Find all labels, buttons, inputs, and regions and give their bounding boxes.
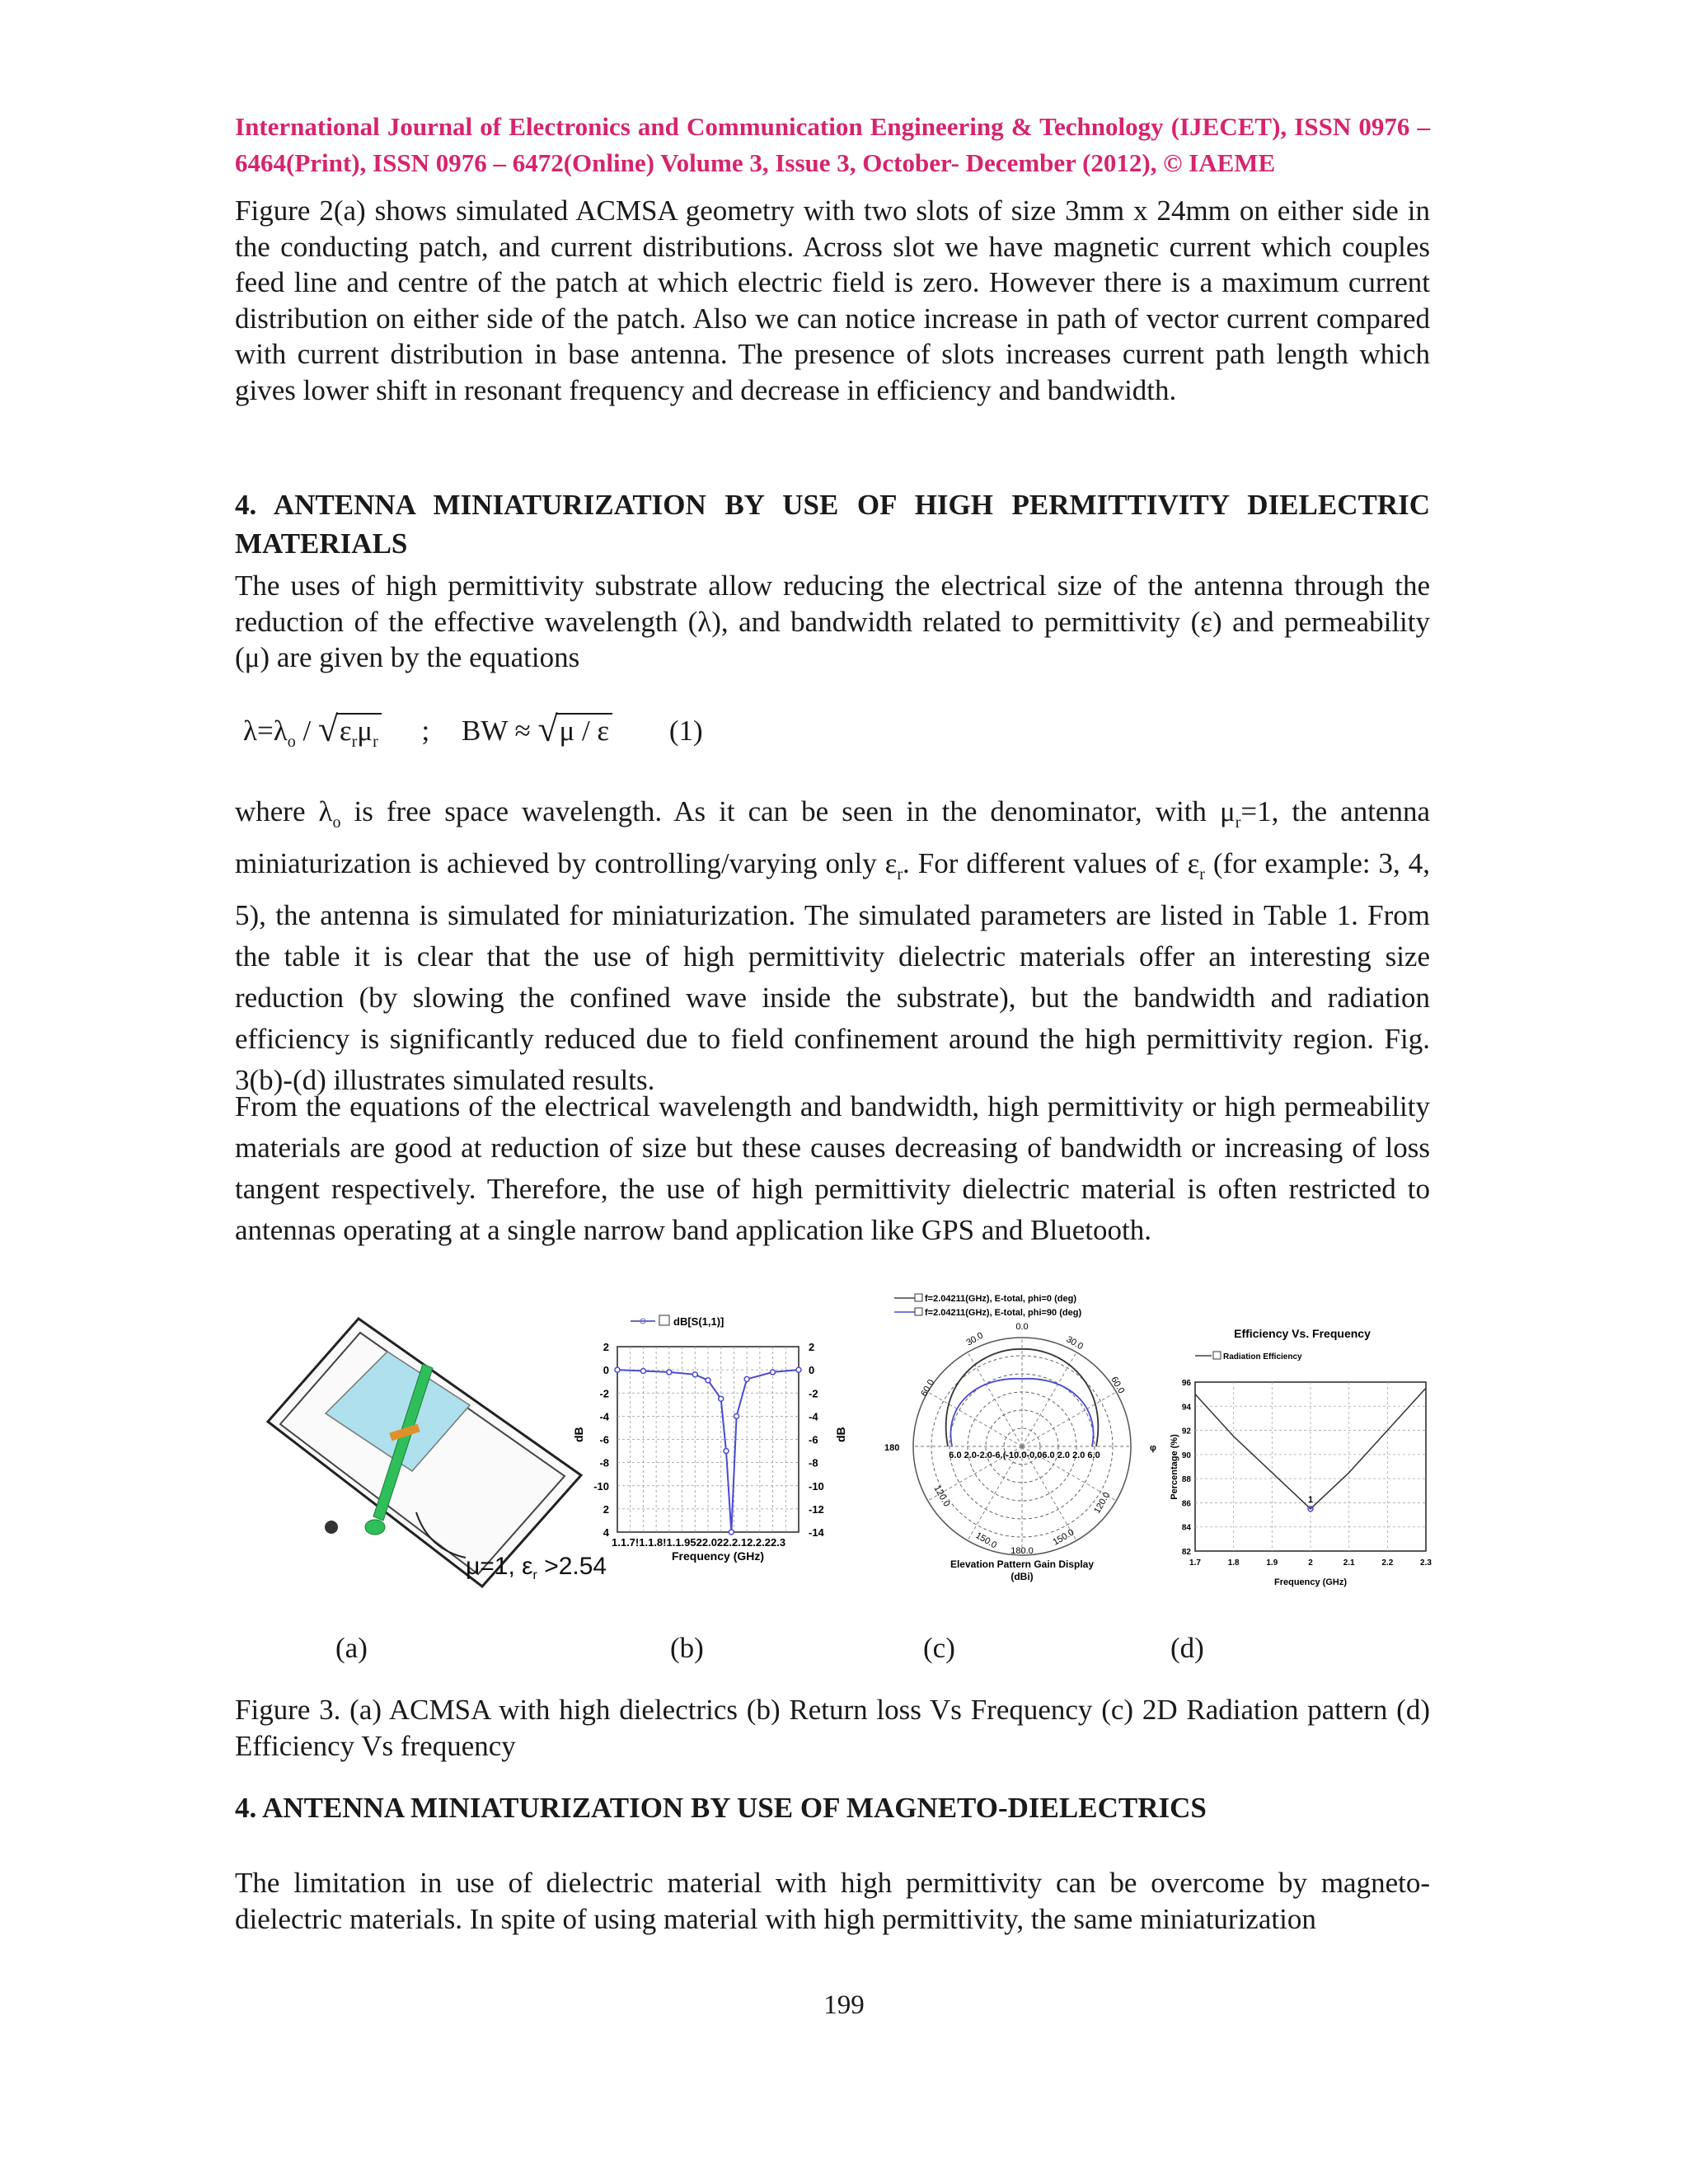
section-4b-text: The limitation in use of dielectric material with high permittivity can be overcome by magneto-dielectric materials. In spite of using material with high permittivity, the same miniaturization <box>235 1867 1430 1935</box>
s11-point <box>734 1413 739 1418</box>
eff-title: Efficiency Vs. Frequency <box>1234 1327 1371 1340</box>
epsilon-symbol: ε <box>1200 605 1212 638</box>
angle-0: 0.0 <box>1015 1322 1029 1332</box>
angle-120-left: 120.0 <box>931 1483 952 1509</box>
figure-3c-radiation-pattern <box>878 1290 1166 1595</box>
angle-60-right: 60.0 <box>1109 1375 1127 1396</box>
figure-3-caption-block <box>235 1692 1430 1764</box>
eff-ytick: 82 <box>1181 1548 1191 1557</box>
left-tick-label: -6 <box>599 1433 609 1446</box>
eff-ytick: 94 <box>1181 1403 1191 1413</box>
section-4b-title: 4. ANTENNA MINIATURIZATION BY USE OF MAGNETO-DIELECTRICS <box>235 1792 1207 1824</box>
port <box>325 1521 338 1534</box>
equation-number: (1) <box>668 715 703 747</box>
paragraph-4-block <box>235 1086 1430 1251</box>
left-tick-label: -4 <box>599 1410 609 1423</box>
right-tick-label: -2 <box>809 1387 818 1400</box>
x-tick-labels: 1.1.7!1.1.8!1.1.9522.022.2.12.2.22.3 <box>612 1536 786 1549</box>
angle-30-right: 30.0 <box>1064 1334 1085 1352</box>
equation-1: $\lambda=\lambda_o$ / √ $\varepsilon_r\mu_r$ ; BW ≈ √ μ / ε (1) <box>243 713 703 752</box>
eff-x-ticks <box>1189 1558 1432 1568</box>
right-tick-label: -6 <box>809 1433 818 1446</box>
page-number: 199 <box>823 1990 865 2020</box>
y-axis-label-right: dB <box>834 1427 847 1442</box>
legend-checkbox <box>659 1315 669 1325</box>
figure-3b-return-loss <box>565 1310 861 1591</box>
efficiency-minimum-label: 1 <box>1308 1494 1314 1505</box>
eff-y-ticks <box>1182 1379 1192 1557</box>
connector <box>365 1520 385 1535</box>
polar-spoke <box>968 1352 1022 1446</box>
left-tick-label: 2 <box>603 1341 609 1353</box>
paragraph-4: From the equations of the electrical wavelength and bandwidth, high permittivity or high permeability materials are good at reduction of size but these causes decreasing of bandwidth or increasing of loss tangent respectively. Therefore, the use of high permittivity dielectric material is often restricted to antennas operating at a single narrow band application like GPS and Bluetooth. <box>235 1090 1430 1246</box>
label-c: (c) <box>923 1632 955 1664</box>
legend1-checkbox <box>915 1294 922 1301</box>
legend-text: dB[S(1,1)] <box>673 1315 724 1328</box>
pattern-phi90 <box>950 1379 1093 1446</box>
paragraph-1: Figure 2(a) shows simulated ACMSA geometry with two slots of size 3mm x 24mm on either side in the conducting patch, and current distributions. Across slot we have magnetic current which couples feed line and centre of the patch at which electric field is zero. However there is a maximum current distribution on either side of the patch. Also we can notice increase in path of vector current compared with current distribution in base antenna. The presence of slots increases current path length which gives lower shift in resonant frequency and decrease in efficiency and bandwidth. <box>235 194 1430 406</box>
legend1-text: f=2.04211(GHz), E-total, phi=0 (deg) <box>925 1294 1076 1304</box>
eff-ytick: 90 <box>1181 1451 1191 1460</box>
angle-150-left: 150.0 <box>973 1530 999 1551</box>
s11-point <box>667 1370 672 1375</box>
polar-spoke <box>1022 1352 1076 1446</box>
left-tick-label: -10 <box>593 1479 609 1493</box>
right-tick-label: 0 <box>809 1364 815 1377</box>
polar-spoke <box>968 1446 1022 1540</box>
left-tick-label: -2 <box>599 1387 609 1400</box>
mu-symbol: μ <box>244 641 260 673</box>
label-b: (b) <box>670 1632 704 1664</box>
angle-180-bottom: 180.0 <box>1010 1546 1034 1556</box>
angle-30-left: 30.0 <box>964 1330 986 1348</box>
radial-scale: 6.0 2.0-2.0-6.(-10.0-0.06.0 2.0 2.0 6.0 <box>949 1451 1100 1460</box>
polar-spoke <box>928 1392 1022 1446</box>
polar-spoke <box>1022 1392 1116 1446</box>
eff-xtick: 2.1 <box>1343 1558 1355 1568</box>
figure-3-caption: Figure 3. (a) ACMSA with high dielectrics (b) Return loss Vs Frequency (c) 2D Radiation pattern (d) Efficiency Vs frequency <box>235 1694 1430 1762</box>
paragraph-1-block <box>235 193 1430 408</box>
right-axis-ticks <box>809 1341 825 1539</box>
s11-point <box>692 1372 697 1377</box>
eff-xtick: 1.9 <box>1266 1558 1278 1568</box>
eff-ytick: 86 <box>1181 1499 1191 1509</box>
left-tick-label: 2 <box>603 1502 609 1516</box>
label-d: (d) <box>1170 1632 1204 1664</box>
eff-xtick: 2 <box>1308 1558 1313 1568</box>
s11-point <box>719 1396 724 1401</box>
left-tick-label: 4 <box>603 1526 609 1539</box>
eff-legend-checkbox <box>1213 1352 1221 1359</box>
eff-xtick: 2.3 <box>1420 1558 1432 1568</box>
angle-60-left: 60.0 <box>919 1377 937 1399</box>
angle-120-right: 120.0 <box>1092 1490 1113 1516</box>
label-a: (a) <box>335 1632 368 1664</box>
polar-xlabel: Elevation Pattern Gain Display <box>950 1558 1095 1570</box>
s11-point <box>640 1369 645 1374</box>
right-tick-label: -8 <box>809 1456 818 1469</box>
s11-point <box>706 1378 710 1383</box>
eff-xtick: 1.7 <box>1189 1558 1201 1568</box>
eff-ytick: 92 <box>1181 1427 1191 1436</box>
left-tick-label: 0 <box>603 1364 609 1377</box>
eff-ylabel: Percentage (%) <box>1170 1434 1179 1500</box>
paragraph-3: where $\lambda_o$ is free space wavelength. As it can be seen in the denominator, with $\mu_r=1$, the antenna miniaturization is achieved by controlling/varying only $\varepsilon_r$. For different values of $\varepsilon_r$ (for example: 3, 4, 5), the antenna is simulated for miniaturization. The simulated parameters are listed in Table 1. From the table it is clear that the use of high permittivity dielectric materials offer an interesting size reduction (by slowing the confined wave inside the substrate), but the bandwidth and radiation efficiency is significantly reduced due to field confinement around the high permittivity region. Fig. 3(b)-(d) illustrates simulated results. <box>235 795 1430 1096</box>
x-axis-label: Frequency (GHz) <box>672 1549 765 1563</box>
s11-point <box>796 1367 801 1372</box>
lambda-symbol: λ <box>697 605 712 638</box>
s11-point <box>744 1376 749 1381</box>
y-axis-label-left: dB <box>572 1427 585 1442</box>
eff-xtick: 1.8 <box>1227 1558 1240 1568</box>
section-4b-text-block <box>235 1865 1430 1937</box>
s11-point <box>771 1370 776 1375</box>
section-4-intro: The uses of high permittivity substrate allow reducing the electrical size of the antenna through the reduction of the effective wavelength (λ), and bandwidth related to permittivity (ε) and permeability (μ) are given by the equations <box>235 569 1430 673</box>
polar-grid <box>913 1338 1131 1555</box>
eff-legend-text: Radiation Efficiency <box>1223 1352 1302 1361</box>
section-4-heading-block <box>235 485 1430 563</box>
right-tick-label: -14 <box>809 1526 824 1539</box>
eff-ytick: 84 <box>1181 1523 1191 1533</box>
section-4-title: 4. ANTENNA MINIATURIZATION BY USE OF HIGH PERMITTIVITY DIELECTRIC MATERIALS <box>235 489 1430 560</box>
left-tick-label: -8 <box>599 1456 609 1469</box>
paragraph-3-block <box>235 791 1430 1101</box>
eff-ytick: 88 <box>1181 1475 1191 1485</box>
figure-3d-efficiency <box>1170 1323 1434 1595</box>
section-4-intro-block <box>235 568 1430 676</box>
journal-header: International Journal of Electronics and Communication Engineering & Technology (IJECET), ISSN 0976 – 6464(Print), ISSN 0976 – 6472(Online) Volume 3, Issue 3, October- December (2012), © IAEME <box>235 112 1430 177</box>
phi-label: φ <box>1150 1443 1156 1453</box>
legend2-text: f=2.04211(GHz), E-total, phi=90 (deg) <box>925 1308 1082 1318</box>
angle-150-right: 150.0 <box>1051 1527 1076 1548</box>
s11-point <box>615 1367 620 1372</box>
eff-xlabel: Frequency (GHz) <box>1273 1577 1348 1587</box>
right-tick-label: -12 <box>809 1502 824 1516</box>
polar-spoke <box>1022 1446 1076 1540</box>
polar-unit: (dBi) <box>1010 1571 1034 1582</box>
s11-point <box>729 1530 734 1535</box>
eff-xtick: 2.2 <box>1381 1558 1394 1568</box>
legend2-checkbox <box>915 1308 922 1315</box>
right-tick-label: -4 <box>809 1410 818 1423</box>
section-4b-heading-block <box>235 1788 1430 1827</box>
angle-180-left: 180 <box>884 1443 900 1453</box>
right-tick-label: 2 <box>809 1341 815 1353</box>
annotation-text: μ=1, $\varepsilon_r >2.54$ <box>466 1553 607 1582</box>
s11-point <box>724 1449 729 1454</box>
left-axis-ticks <box>593 1341 610 1539</box>
right-tick-label: -10 <box>809 1479 824 1493</box>
eff-ytick: 96 <box>1181 1379 1191 1388</box>
